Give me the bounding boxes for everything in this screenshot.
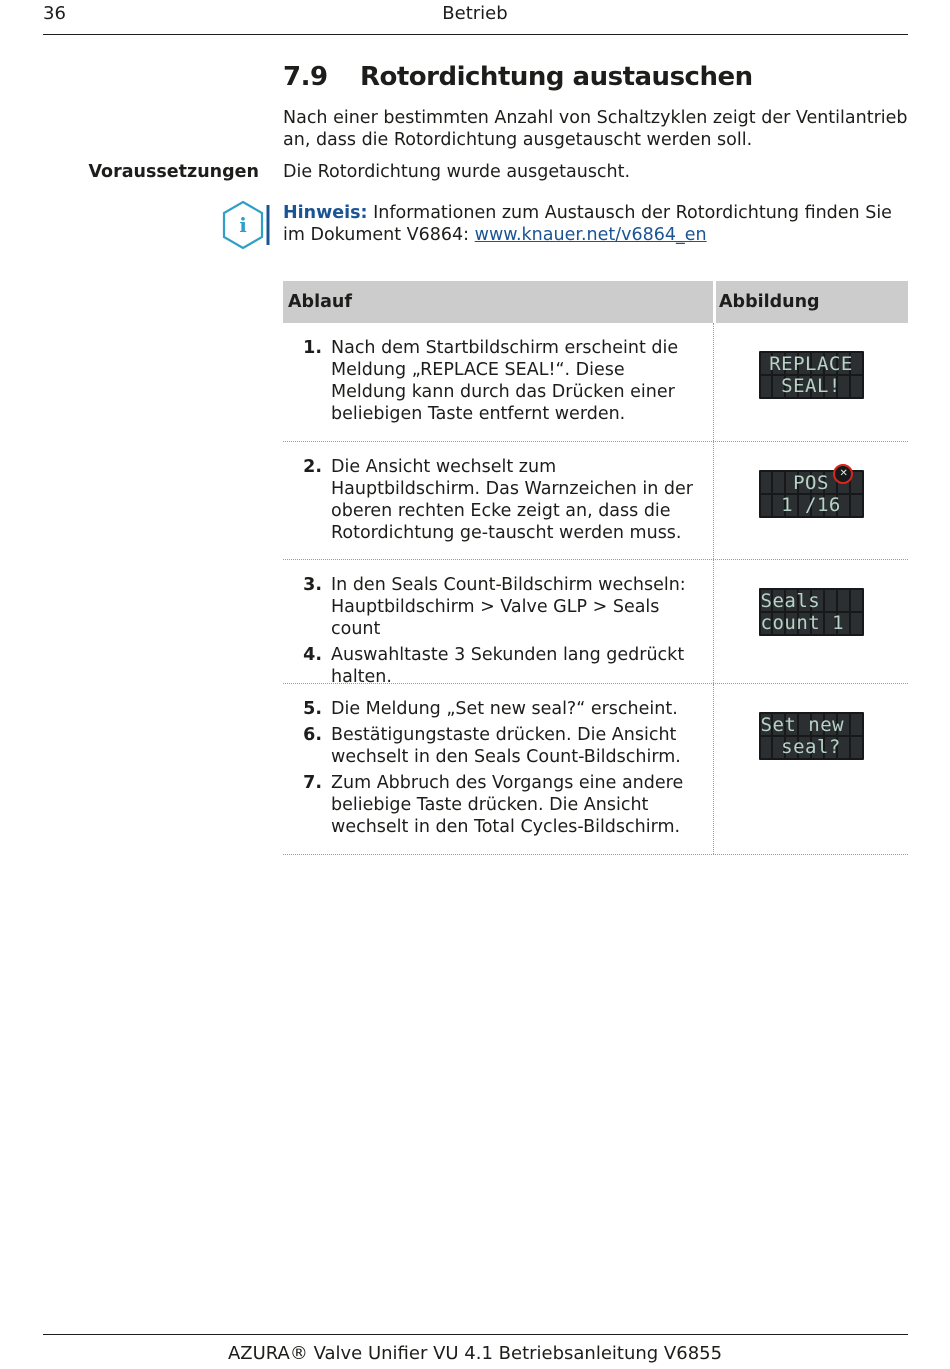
header-divider [43,34,908,35]
step-item [283,456,713,544]
lcd-line-1: POS [793,472,829,494]
header-figure: Abbildung [716,281,908,323]
figure-cell [714,442,908,559]
note-block [283,202,908,246]
step-text: Nach dem Startbildschirm erscheint die Meldung „REPLACE SEAL!“. Diese Meldung kann durch das Drücken einer beliebigen Taste entfernt werden. [331,338,679,424]
note-link[interactable]: www.knauer.net/v6864_en [474,225,707,245]
lcd-display [759,588,864,636]
step-item [283,337,713,425]
lcd-line-1: Seals [760,590,821,612]
step-number: 3. [303,575,322,595]
step-number: 6. [303,725,322,745]
step-text: Die Ansicht wechselt zum Hauptbildschirm. Das Warnzeichen in der oberen rechten Ecke zeigt an, dass die Rotordichtung ge-tauscht werden muss. [331,457,693,543]
lcd-line-2: 1 /16 [781,494,841,516]
step-number: 5. [303,699,322,719]
step-number: 1. [303,338,322,358]
table-row [283,442,908,560]
procedure-cell [283,323,714,441]
step-item [283,724,713,768]
warning-x-icon: ✕ [833,464,853,484]
table-row [283,323,908,442]
page-number: 36 [43,3,66,24]
note-text: Informationen zum Austausch der Rotordichtung finden Sie im Dokument V6864: [283,203,892,245]
step-number: 2. [303,457,322,477]
table-header [283,281,908,323]
procedure-table [283,281,908,855]
lcd-line-1: REPLACE [769,353,853,375]
step-item [283,574,713,640]
step-text: Die Meldung „Set new seal?“ erscheint. [331,699,678,719]
lcd-line-1: Set new [760,714,845,736]
figure-cell [714,560,908,683]
note-label: Hinweis: [283,203,368,223]
header-procedure: Ablauf [283,281,713,323]
step-item [283,644,713,688]
procedure-cell [283,560,714,687]
step-number: 7. [303,773,322,793]
footer-divider [43,1334,908,1335]
svg-text:i: i [239,213,247,237]
lcd-line-2: SEAL! [781,375,841,397]
section-number: 7.9 [283,62,328,92]
lcd-line-2: seal? [781,736,841,758]
step-number: 4. [303,645,322,665]
chapter-title: Betrieb [442,3,508,24]
step-text: Auswahltaste 3 Sekunden lang gedrückt halten. [331,645,685,687]
lcd-line-2: count 1 [760,612,845,634]
figure-cell [714,684,908,854]
lcd-display [759,712,864,760]
procedure-cell [283,684,714,854]
table-row [283,560,908,687]
lcd-display [759,351,864,399]
step-item [283,698,713,720]
footer-text: AZURA® Valve Unifier VU 4.1 Betriebsanleitung V6855 [227,1343,723,1364]
step-item [283,772,713,838]
procedure-cell [283,442,714,559]
step-text: Zum Abbruch des Vorgangs eine andere beliebige Taste drücken. Die Ansicht wechselt in den Total Cycles-Bildschirm. [331,773,684,837]
prerequisites-text: Die Rotordichtung wurde ausgetauscht. [283,162,631,182]
step-text: Bestätigungstaste drücken. Die Ansicht wechselt in den Seals Count-Bildschirm. [331,725,681,767]
intro-paragraph: Nach einer bestimmten Anzahl von Schaltzyklen zeigt der Ventilantrieb an, dass die Rotordichtung ausgetauscht werden soll. [283,108,908,150]
table-row [283,684,908,855]
info-icon [220,199,272,251]
section-title: Rotordichtung austauschen [360,62,753,92]
prerequisites-label: Voraussetzungen [88,162,259,182]
lcd-display [759,470,864,518]
step-text: In den Seals Count-Bildschirm wechseln: Hauptbildschirm > Valve GLP > Seals count [331,575,686,639]
figure-cell [714,323,908,441]
